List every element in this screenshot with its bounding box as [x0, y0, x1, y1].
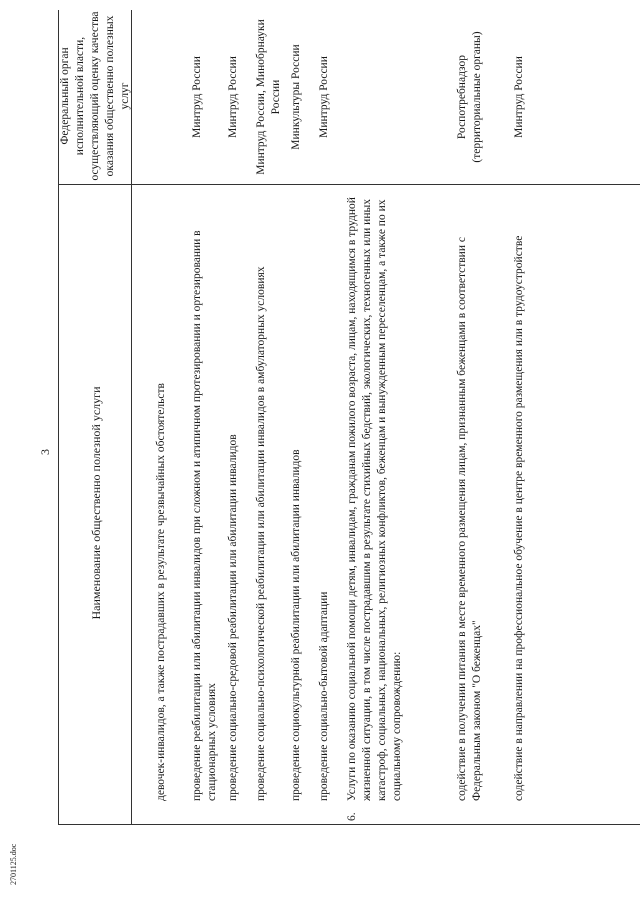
table-row-authority: Минтруд России	[513, 56, 525, 138]
table-row-name: проведение социально-психологической реабилитации или абилитации инвалидов в амбулаторных условиях	[255, 266, 267, 801]
header-authority: Федеральный орган исполнительной власти, осуществляющий оценку качества оказания общественно полезных услуг	[59, 11, 131, 181]
table-left-border	[58, 824, 640, 825]
table-row-name: проведение социально-бытовой адаптации	[318, 591, 330, 801]
table-row-name: девочек-инвалидов, а также пострадавших в результате чрезвычайных обстоятельств	[155, 383, 167, 801]
header-service-name: Наименование общественно полезной услуги	[88, 386, 103, 620]
table-row-authority: Минтруд России, Минобрнауки России	[255, 19, 282, 175]
page-number: 3	[38, 449, 52, 455]
table-row-name: содействие в получении питания в месте временного размещения лицам, признанным беженцами в соответствии с Федеральным законом "О беженцах"	[456, 237, 483, 801]
table-row-authority: Минкультуры России	[290, 44, 302, 150]
table-row-authority: Минтруд России	[191, 56, 203, 138]
table-row-authority: Роспотребнадзор (территориальные органы)	[456, 31, 483, 163]
table-row-name: проведение социально-средовой реабилитации или абилитации инвалидов	[227, 434, 239, 801]
table-row-authority: Минтруд России	[318, 56, 330, 138]
table-row-authority: Минтруд России	[227, 56, 239, 138]
table-row-name: проведение реабилитации или абилитации инвалидов при сложном и атипичном протезировании и ортезировании в стационарных условиях	[191, 230, 218, 801]
table-row-number: 6.	[346, 812, 358, 821]
column-separator	[58, 184, 640, 185]
table-row-name: содействие в направлении на профессиональное обучение в центре временного размещения или в трудоустройстве	[513, 235, 525, 801]
table-row-name: Услуги по оказанию социальной помощи детям, инвалидам, гражданам пожилого возраста, лицам, находящимся в трудной жизненной ситуации, в том числе пострадавшим в результате стихийных бедствий, экологических, техногенных или иных катастроф, социальных, национальных, религиозных конфликтов, беженцам и вынужденным переселенцам, а также по их социальному сопровождению:	[346, 197, 403, 801]
document-filename: 2701125.doc	[9, 843, 18, 885]
table-row-name: проведение социокультурной реабилитации или абилитации инвалидов	[290, 449, 302, 801]
